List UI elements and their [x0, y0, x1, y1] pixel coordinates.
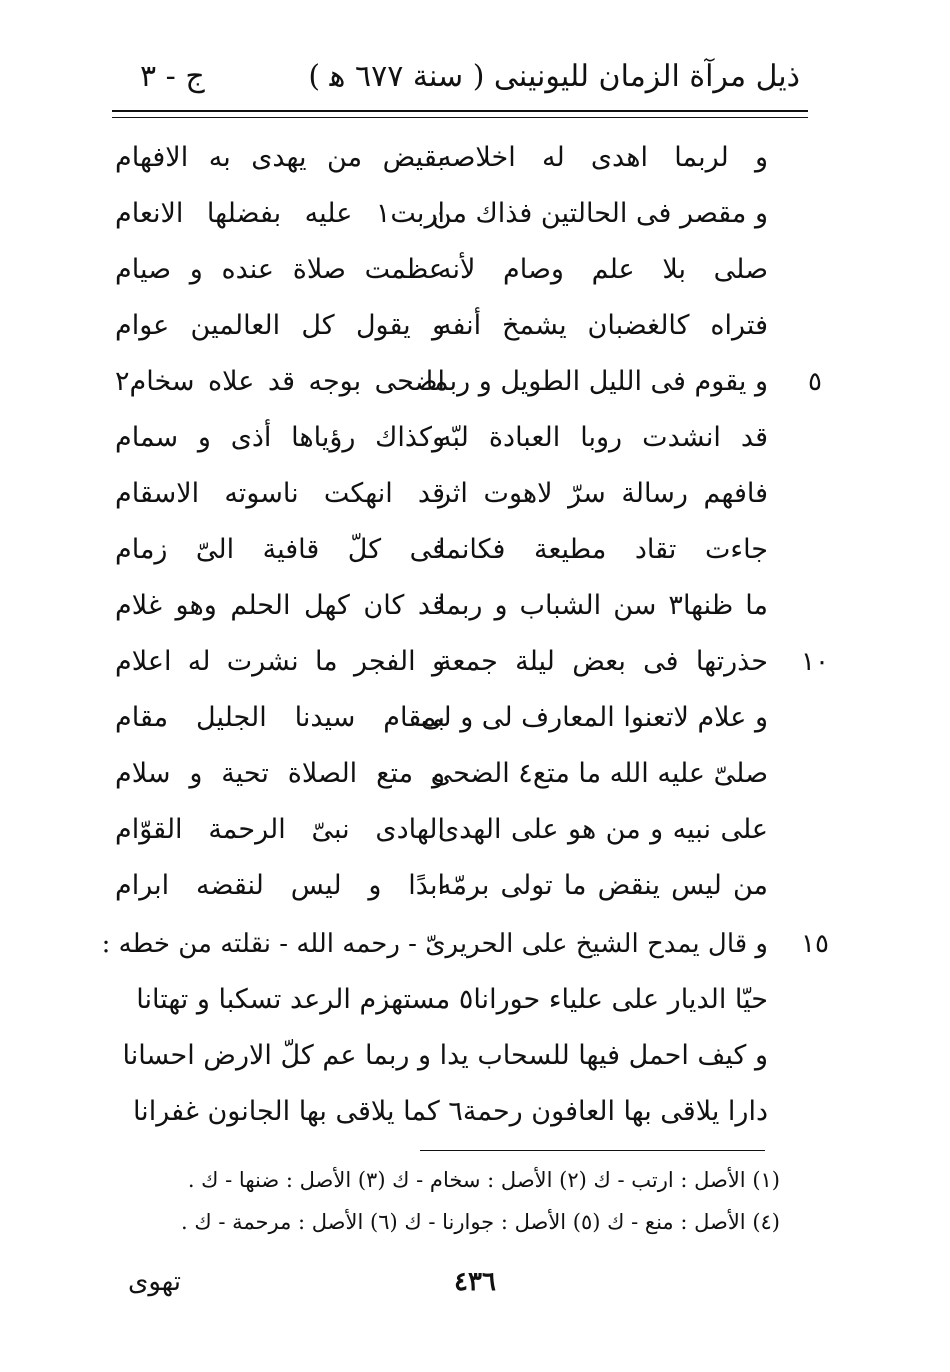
verse-line: [0, 634, 950, 690]
verse-first-hemistich: من ليس ينقض ما تولى برمّه: [438, 870, 768, 901]
verse-first-hemistich: و مقصر فى الحالتين فذاك من: [431, 198, 768, 229]
verse-text: و كيف احمل فيها للسحاب يدا و ربما عم كلّ الارض احسانا: [122, 1040, 768, 1071]
verse-first-hemistich: على نبيه و من هو على الهدى: [438, 814, 768, 845]
verse-line: [0, 746, 950, 802]
verse-second-hemistich: بقيض من يهدى به الافهام: [115, 142, 445, 173]
verse-second-hemistich: بمقام سيدنا الجليل مقام: [115, 702, 445, 733]
verse-text: دارا يلاقى بها العافون رحمة٦ كما يلاقى بها الجانون غفرانا: [132, 1096, 768, 1127]
verse-first-hemistich: قد انشدت روﺑﺎ العبادة لبّه: [438, 422, 768, 453]
verse-line: [0, 466, 950, 522]
verse-second-hemistich: اربت١ عليه بفضلها الانعام: [115, 198, 445, 229]
verse-text: حيّا الديار على علياء حورانا٥ مستهزم الرعد تسكبا و تهتانا: [136, 984, 768, 1015]
verse-first-hemistich: صلى بلا علم وصام لأنه: [438, 254, 768, 285]
verse-line: [0, 522, 950, 578]
verse-first-hemistich: و يقوم فى الليل الطويل و ربما: [425, 366, 768, 397]
verse-second-hemistich: اضحى بوجه قد علاه سخام٢: [115, 366, 445, 397]
verse-first-hemistich: فافهم رسالة سرّ لاهوت اثر: [438, 478, 768, 509]
verse-second-hemistich: و الفجر ما نشرت له اعلام: [115, 646, 445, 677]
verse-second-hemistich: فى كلّ قافية الىّ زمام: [115, 534, 445, 565]
verse-line: [0, 1028, 950, 1084]
header-rule: [112, 110, 808, 112]
volume-label: ج - ٣: [140, 59, 205, 94]
line-number: ٥: [808, 367, 822, 397]
verse-first-hemistich: جاءت تقاد مطيعة فكانما: [438, 534, 768, 565]
verse-first-hemistich: صلىّ عليه الله ما متع٤ الضحى: [430, 758, 768, 789]
verse-second-hemistich: عظمت صلاة عنده و صيام: [115, 254, 445, 285]
prose-text: و قال يمدح الشيخ على الحريرىّ - رحمه الله - نقلته من خطه :: [101, 929, 768, 959]
line-number: ١٥: [801, 929, 829, 959]
running-title: ذيل مرآة الزمان لليونينى ( سنة ٦٧٧ ﻫ ): [308, 59, 800, 94]
verse-second-hemistich: الهادى نبىّ الرحمة القوّام: [115, 814, 445, 845]
verse-line: [0, 410, 950, 466]
verse-line: [0, 1084, 950, 1140]
verse-second-hemistich: قد انهكت ناسوته الاسقام: [115, 478, 445, 509]
signature-mark: تهوى: [128, 1267, 182, 1297]
verse-second-hemistich: ابدًا و ليس لنقضه ابرام: [115, 870, 445, 901]
page-number: ٤٣٦: [454, 1267, 496, 1297]
prose-line: [0, 916, 950, 972]
line-number: ١٠: [801, 647, 829, 677]
verse-line: [0, 972, 950, 1028]
verse-second-hemistich: و يقول كل العالمين عوام: [115, 310, 445, 341]
verse-line: [0, 578, 950, 634]
verse-second-hemistich: وكذاك رؤياها أذى و سمام: [115, 422, 445, 453]
verse-second-hemistich: و متع الصلاة تحية و سلام: [115, 758, 445, 789]
verse-first-hemistich: و علام لاتعنوا المعارف لى و لى: [420, 702, 768, 733]
verse-second-hemistich: قد كان كهل الحلم وهو غلام: [115, 590, 445, 621]
verse-first-hemistich: و لربما اهدى له اخلاصه: [438, 142, 768, 173]
verse-line: [0, 858, 950, 914]
footnote-line: (٤) الأصل : منع - ك (٥) الأصل : جوارنا - ك (٦) الأصل : مرحمة - ك .: [181, 1210, 780, 1234]
verse-line: [0, 242, 950, 298]
verse-line: [0, 690, 950, 746]
verse-first-hemistich: حذرتها فى بعض ليلة جمعة: [438, 646, 768, 677]
verse-line: [0, 298, 950, 354]
footnote-rule: [420, 1150, 765, 1151]
verse-line: [0, 802, 950, 858]
verse-line: [0, 354, 950, 410]
verse-first-hemistich: ما ظنها٣ سن الشباب و ربما: [438, 590, 768, 621]
verse-first-hemistich: فتراه كالغضبان يشمخ أنفه: [438, 310, 768, 341]
verse-line: [0, 186, 950, 242]
footnote-line: (١) الأصل : ارتب - ك (٢) الأصل : سخام - ك (٣) الأصل : ضنها - ك .: [187, 1168, 780, 1192]
verse-line: [0, 130, 950, 186]
header-rule-thin: [112, 117, 808, 118]
